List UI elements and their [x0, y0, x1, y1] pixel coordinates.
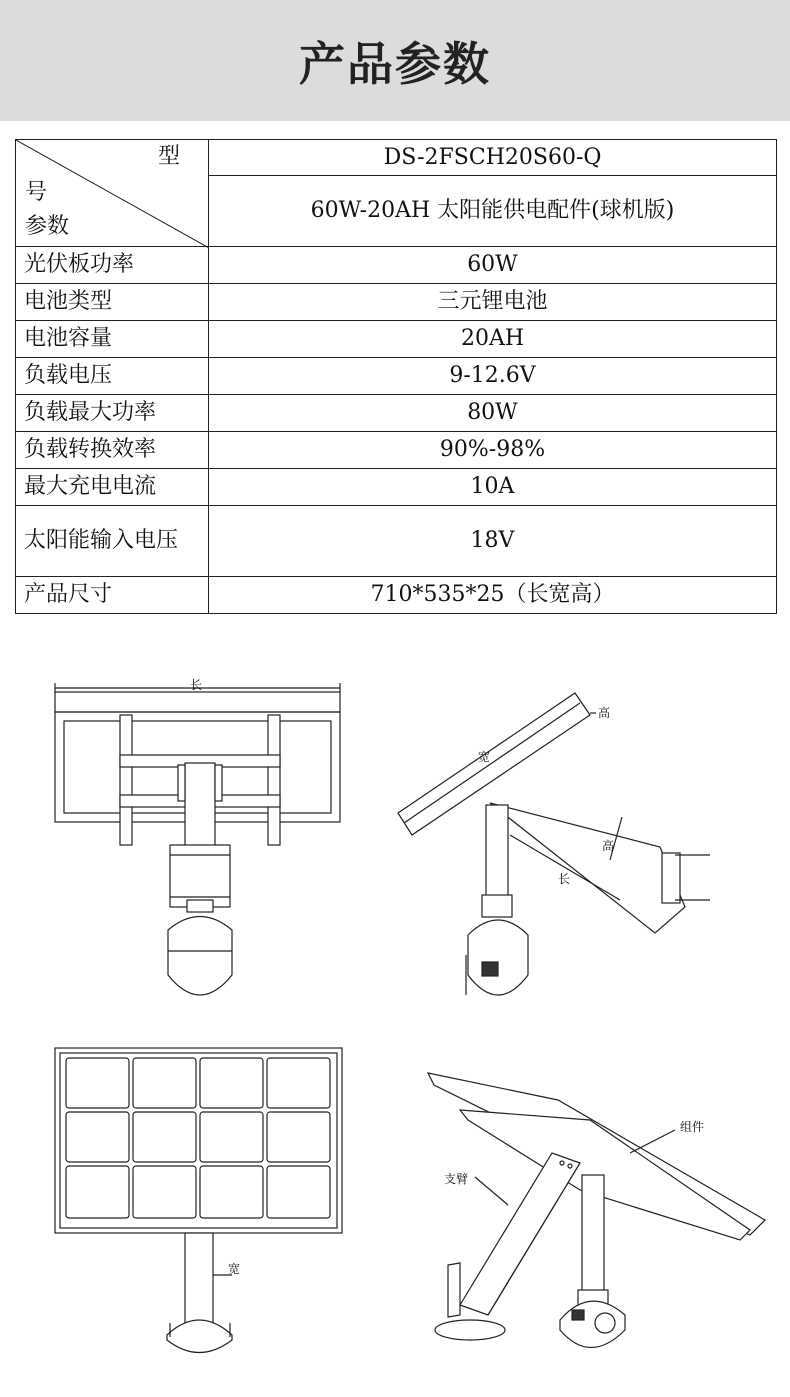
corner-number-label: 号: [25, 180, 48, 205]
component-label: 组件: [680, 1120, 705, 1134]
row-label: 太阳能输入电压: [16, 506, 209, 577]
row-label: 负载最大功率: [16, 395, 209, 432]
title-banner: [0, 0, 790, 121]
table-row: [16, 577, 777, 614]
table-row: [16, 469, 777, 506]
table-row: [16, 395, 777, 432]
row-value: 三元锂电池: [209, 284, 777, 321]
page-title: 产品参数: [299, 36, 491, 91]
row-label: 负载转换效率: [16, 432, 209, 469]
row-label: 最大充电电流: [16, 469, 209, 506]
table-row: [16, 506, 777, 577]
row-value: 9-12.6V: [209, 358, 777, 395]
spec-table: [15, 139, 777, 614]
row-label: 负载电压: [16, 358, 209, 395]
subtitle-cell: 60W-20AH 太阳能供电配件(球机版): [209, 176, 777, 247]
front-length-label: 长: [190, 678, 203, 692]
table-row: [16, 247, 777, 284]
row-label: 电池容量: [16, 321, 209, 358]
row-value: 18V: [209, 506, 777, 577]
side-view-drawing: [390, 685, 730, 1015]
side-width-label: 宽: [478, 750, 491, 764]
corner-type-label: 型: [157, 144, 180, 169]
row-value: 80W: [209, 395, 777, 432]
table-row: [16, 284, 777, 321]
corner-param-label: 参数: [25, 214, 70, 239]
row-label: 电池类型: [16, 284, 209, 321]
side-height-label-2: 高: [602, 839, 615, 853]
table-row: [16, 321, 777, 358]
side-length-label: 长: [558, 872, 571, 886]
table-row: [16, 140, 777, 176]
table-row: [16, 358, 777, 395]
row-value: 60W: [209, 247, 777, 284]
isometric-view-drawing: [420, 1065, 770, 1350]
corner-header-cell: [16, 140, 209, 247]
model-cell: DS-2FSCH20S60-Q: [209, 140, 777, 176]
row-value: 710*535*25（长宽高）: [209, 577, 777, 614]
table-row: [16, 432, 777, 469]
row-label: 光伏板功率: [16, 247, 209, 284]
back-view-drawing: [52, 1045, 347, 1375]
arm-label: 支臂: [444, 1172, 469, 1186]
front-view-drawing: [50, 675, 350, 1010]
row-label: 产品尺寸: [16, 577, 209, 614]
row-value: 20AH: [209, 321, 777, 358]
row-value: 10A: [209, 469, 777, 506]
back-width-label: 宽: [228, 1262, 241, 1276]
row-value: 90%-98%: [209, 432, 777, 469]
side-height-label: 高: [598, 706, 611, 720]
